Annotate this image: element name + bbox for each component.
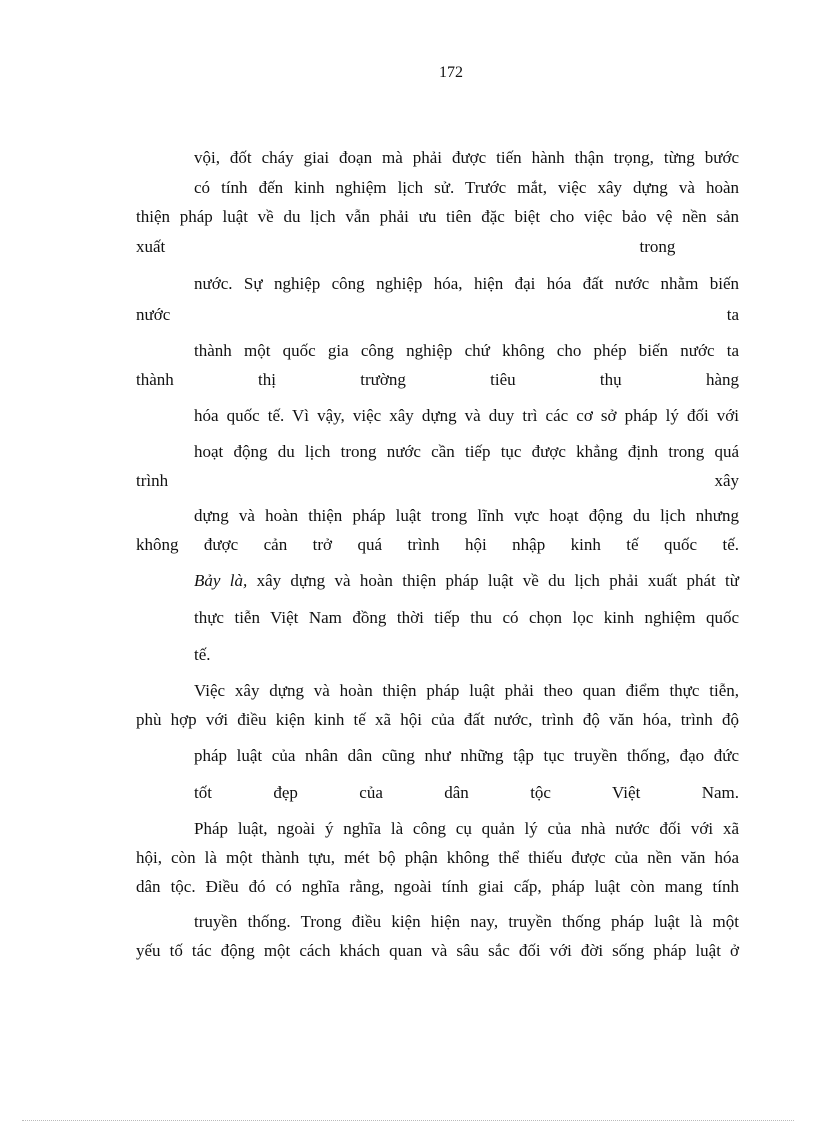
text-line: tốt đẹp của dân tộc Việt Nam. [194, 783, 739, 802]
text-line: dân tộc. Điều đó có nghĩa rằng, ngoài tính giai cấp, pháp luật còn mang tính [136, 877, 739, 896]
text-line: xuất trong [136, 237, 676, 256]
text-line: Việc xây dựng và hoàn thiện pháp luật phải theo quan điểm thực tiễn, [194, 681, 739, 700]
text-line: không được cản trở quá trình hội nhập kinh tế quốc tế. [136, 535, 739, 554]
emphasis-bay-la: Bảy là, [194, 571, 248, 590]
footer-divider [22, 1120, 794, 1121]
text-line: thành thị trường tiêu thụ hàng [136, 370, 739, 389]
page-number: 172 [439, 64, 463, 81]
text-line: trình xây [136, 471, 739, 490]
text-line: nước. Sự nghiệp công nghiệp hóa, hiện đại hóa đất nước nhằm biến [194, 274, 739, 293]
text-line: thiện pháp luật về du lịch vẫn phải ưu tiên đặc biệt cho việc bảo vệ nền sản [136, 207, 739, 226]
text-line: hội, còn là một thành tựu, mét bộ phận không thể thiếu được của nền văn hóa [136, 848, 739, 867]
text-line: thực tiễn Việt Nam đồng thời tiếp thu có chọn lọc kinh nghiệm quốc [194, 608, 739, 627]
text-line: pháp luật của nhân dân cũng như những tập tục truyền thống, đạo đức [194, 746, 739, 765]
text-line: hoạt động du lịch trong nước cần tiếp tục được khẳng định trong quá [194, 442, 739, 461]
text-line: hóa quốc tế. Vì vậy, việc xây dựng và duy trì các cơ sở pháp lý đối với [194, 406, 739, 425]
text-line: nước ta [136, 305, 739, 324]
text-line: thành một quốc gia công nghiệp chứ không cho phép biến nước ta [194, 341, 739, 360]
text-line [136, 565, 739, 596]
text-line-rest: xây dựng và hoàn thiện pháp luật về du lịch phải xuất phát từ [256, 571, 739, 590]
text-line: Pháp luật, ngoài ý nghĩa là công cụ quản lý của nhà nước đối với xã [194, 819, 739, 838]
text-line: phù hợp với điều kiện kinh tế xã hội của đất nước, trình độ văn hóa, trình độ [136, 710, 739, 729]
body-text [136, 142, 739, 965]
text-line: truyền thống. Trong điều kiện hiện nay, truyền thống pháp luật là một [194, 912, 739, 931]
text-line: yếu tố tác động một cách khách quan và sâu sắc đối với đời sống pháp luật ở [136, 941, 739, 960]
text-line: tế. [194, 645, 211, 664]
text-line: có tính đến kinh nghiệm lịch sử. Trước mắt, việc xây dựng và hoàn [194, 178, 739, 197]
text-line: vội, đốt cháy giai đoạn mà phải được tiến hành thận trọng, từng bước [194, 148, 739, 167]
text-line: dựng và hoàn thiện pháp luật trong lĩnh vực hoạt động du lịch nhưng [194, 506, 739, 525]
